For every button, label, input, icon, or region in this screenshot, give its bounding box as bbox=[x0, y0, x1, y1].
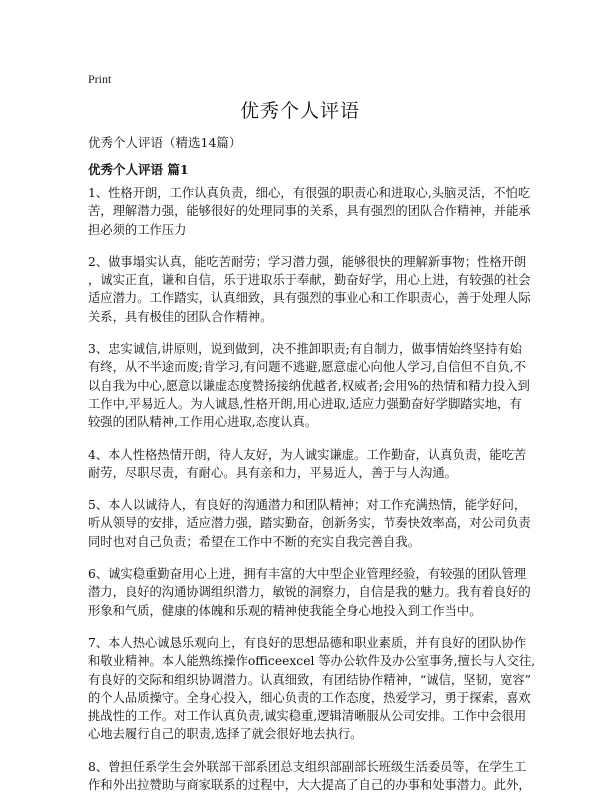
text-line: 挑战性的工作。对工作认真负责,诚实稳重,逻辑清晰服从公司安排。工作中会很用 bbox=[88, 709, 527, 724]
text-line: 潜力，良好的沟通协调组织潜力，敏锐的洞察力，自信是我的魅力。我有着良好的 bbox=[88, 585, 531, 600]
text-line: 7、本人热心诚恳乐观向上，有良好的思想品德和职业素质，并有良好的团队协作 bbox=[88, 635, 527, 650]
text-line: 担必须的工作压力 bbox=[88, 222, 187, 237]
text-line: 工作中,平易近人。为人诚恳,性格开朗,用心进取,适应力强勤奋好学脚踏实地，有 bbox=[88, 396, 522, 411]
paragraph-8 bbox=[88, 758, 531, 795]
text-line: 苦，理解潜力强，能够很好的处理同事的关系，具有强烈的团队合作精神，并能承 bbox=[88, 204, 531, 219]
text-line: 6、诚实稳重勤奋用心上进，拥有丰富的大中型企业管理经验，有较强的团队管理 bbox=[88, 567, 527, 582]
text-line: 有良好的交际和组织协调潜力。认真细致，有团结协作精神，“诚信，坚韧，宽容” bbox=[88, 672, 531, 687]
paragraph-3 bbox=[88, 340, 530, 431]
text-line: 的个人品质操守。全身心投入，细心负责的工作态度，热爱学习，勇于探索，喜欢 bbox=[88, 690, 531, 705]
paragraph-2 bbox=[88, 253, 531, 326]
article-body bbox=[88, 184, 536, 808]
text-line: 1、性格开朗，工作认真负责，细心，有很强的职责心和进取心,头脑灵活，不怕吃 bbox=[88, 186, 531, 200]
text-line: 5、本人以诚待人，有良好的沟通潜力和团队精神；对工作充满热情，能学好问， bbox=[88, 498, 527, 513]
text-line: 形象和气质，健康的体魄和乐观的精神使我能全身心地投入到工作当中。 bbox=[88, 603, 482, 618]
text-line: 8、曾担任系学生会外联部干部系团总支组织部副部长班级生活委员等，在学生工 bbox=[88, 759, 527, 774]
text-line: 关系，具有极佳的团队合作精神。 bbox=[88, 309, 273, 324]
text-line: 心地去履行自己的职责,选择了就会很好地去执行。 bbox=[88, 727, 363, 742]
text-line: 适应潜力。工作踏实，认真细致，具有强烈的事业心和工作职责心，善于处理人际 bbox=[88, 291, 531, 306]
text-line: 以自我为中心,愿意以谦虚态度赞扬接纳优越者,权威者;会用%的热情和精力投入到 bbox=[88, 378, 530, 393]
page-title: 优秀个人评语 bbox=[239, 100, 360, 122]
print-link[interactable]: Print bbox=[88, 72, 112, 86]
paragraph-4 bbox=[88, 446, 527, 483]
paragraph-1 bbox=[88, 184, 531, 239]
text-line: 3、忠实诚信,讲原则，说到做到，决不推卸职责;有自制力，做事情始终坚持有始 bbox=[88, 342, 522, 357]
text-line: 同时也对自己负责；希望在工作中不断的充实自我完善自我。 bbox=[88, 534, 421, 549]
paragraph-5 bbox=[88, 496, 531, 551]
text-line: 较强的团队精神,工作用心进取,态度认真。 bbox=[88, 415, 318, 430]
text-line: 听从领导的安排，适应潜力强，踏实勤奋，创新务实，节奏快效率高，对公司负责 bbox=[88, 516, 531, 531]
text-line: 4、本人性格热情开朗，待人友好，为人诚实谦虚。工作勤奋，认真负责，能吃苦 bbox=[88, 447, 527, 462]
section-heading: 优秀个人评语 篇1 bbox=[88, 162, 189, 177]
paragraph-6 bbox=[88, 565, 531, 620]
text-line: 有终，从不半途而废;肯学习,有问题不逃避,愿意虚心向他人学习,自信但不自负,不 bbox=[88, 360, 526, 375]
paragraph-7 bbox=[88, 634, 536, 744]
text-line: 耐劳，尽职尽责，有耐心。具有亲和力，平易近人，善于与人沟通。 bbox=[88, 465, 457, 480]
text-line: 作和外出拉赞助与商家联系的过程中，大大提高了自己的办事和处事潜力。此外， bbox=[88, 778, 531, 793]
text-line: 2、做事塌实认真，能吃苦耐劳；学习潜力强，能够很快的理解新事物；性格开朗 bbox=[88, 254, 527, 269]
text-line: ，诚实正直，谦和自信，乐于进取乐于奉献，勤奋好学，用心上进，有较强的社会 bbox=[88, 273, 531, 288]
text-line: 和敬业精神。本人能熟练操作officeexcel 等办公软件及办公室事务,擅长与人交往, bbox=[88, 654, 536, 669]
subtitle: 优秀个人评语（精选14篇） bbox=[88, 135, 242, 150]
